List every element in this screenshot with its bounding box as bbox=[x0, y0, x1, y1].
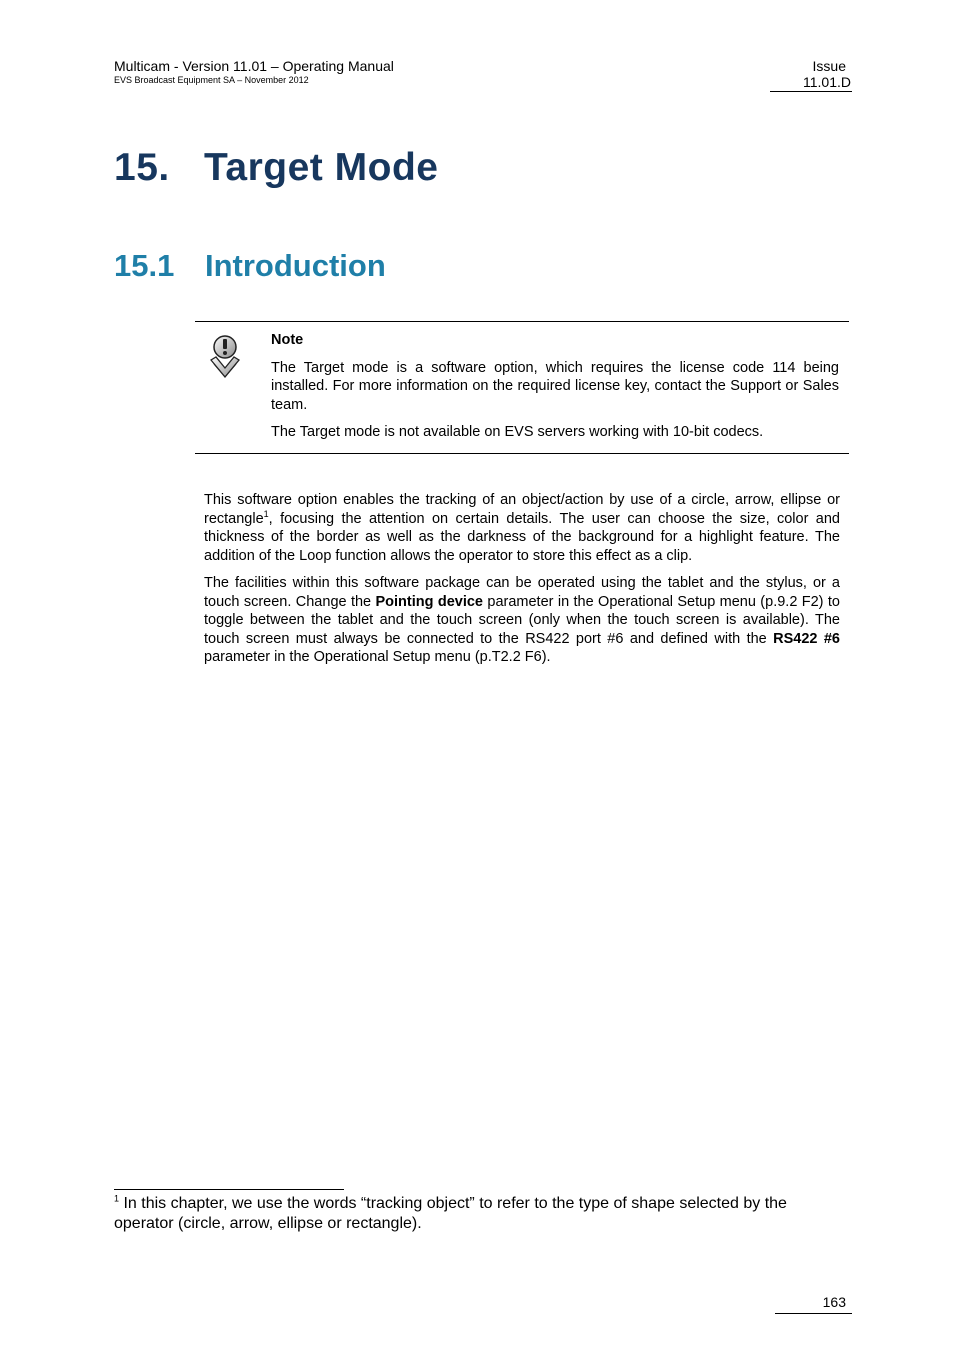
note-top-rule bbox=[195, 321, 849, 322]
note-body bbox=[271, 331, 839, 451]
section-heading bbox=[114, 246, 386, 286]
header-rule bbox=[770, 91, 852, 92]
chapter-heading bbox=[114, 142, 438, 194]
footnote-rule bbox=[114, 1189, 344, 1190]
body-paragraph-2: The facilities within this software package can be operated using the tablet and the stylus, or a touch screen. Change the Pointing device parameter in the Operational Setup menu (p.9.2 F2) to toggle between the tablet and the touch screen (only when the touch screen is available). The touch screen must always be connected to the RS422 port #6 and defined with the RS422 #6 parameter in the Operational Setup menu (p.T2.2 F6). bbox=[204, 575, 840, 665]
issue-value: 11.01.D bbox=[803, 74, 851, 90]
page-number: 163 bbox=[822, 1294, 846, 1310]
page-number-rule bbox=[775, 1313, 852, 1314]
footnote-marker: 1 bbox=[114, 1193, 120, 1204]
body-text bbox=[204, 491, 840, 676]
body-paragraph-1: This software option enables the tracking of an object/action by use of a circle, arrow, ellipse or rectangle$^1$, focusing the attention on certain details. The user can choose the size, color and thickness of the border as well as the darkness of the background for a highlight feature. The addition of the Loop function allows the operator to store this effect as a clip. bbox=[204, 492, 840, 564]
rs422-term: RS422 #6 bbox=[773, 630, 840, 647]
section-title: Introduction bbox=[205, 248, 386, 283]
section-number: 15.1 bbox=[114, 248, 175, 283]
note-warning-icon bbox=[207, 333, 243, 381]
note-paragraph-1: The Target mode is a software option, which requires the license code 114 being installed. For more information on the required license key, contact the Support or Sales team. bbox=[271, 359, 839, 413]
note-label: Note bbox=[271, 332, 304, 348]
pointing-device-term: Pointing device bbox=[375, 593, 483, 610]
header-title: Multicam - Version 11.01 – Operating Manual bbox=[114, 58, 394, 74]
footnote-text: In this chapter, we use the words “tracking object” to refer to the type of shape selected by the operator (circle, arrow, ellipse or rectangle). bbox=[114, 1195, 787, 1232]
chapter-number: 15. bbox=[114, 146, 170, 189]
header-subtitle: EVS Broadcast Equipment SA – November 2012 bbox=[114, 75, 309, 85]
footnote bbox=[114, 1194, 844, 1234]
chapter-title: Target Mode bbox=[204, 146, 439, 189]
issue-label: Issue bbox=[812, 58, 846, 74]
note-bottom-rule bbox=[195, 453, 849, 454]
note-paragraph-2: The Target mode is not available on EVS servers working with 10-bit codecs. bbox=[271, 424, 764, 440]
footnote-reference[interactable]: 1 bbox=[263, 508, 269, 519]
